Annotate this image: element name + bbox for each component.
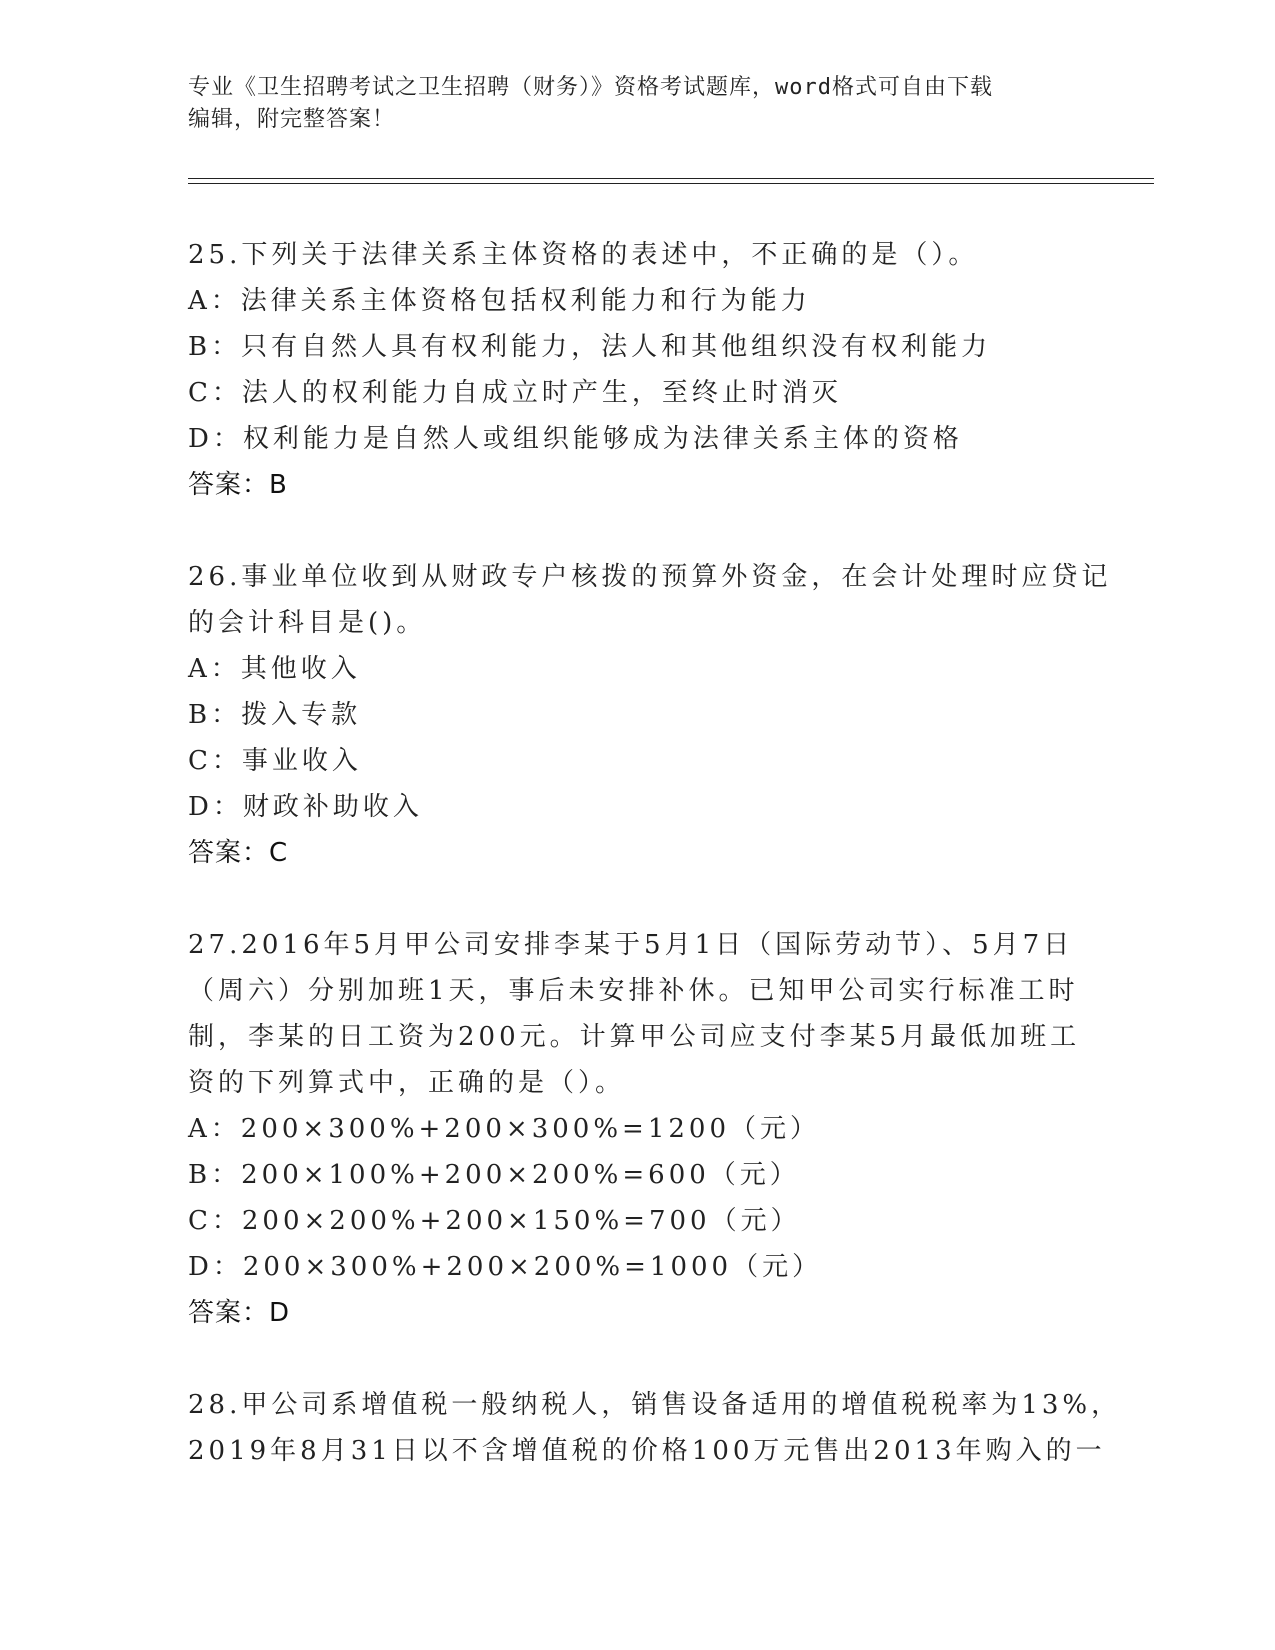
header-line-2: 编辑，附完整答案！: [188, 107, 396, 132]
option-a: A：法律关系主体资格包括权利能力和行为能力: [188, 286, 811, 316]
question-25: [188, 232, 1088, 508]
question-stem: 28.甲公司系增值税一般纳税人，销售设备适用的增值税税率为13%，: [188, 1390, 1122, 1420]
option-b: B：只有自然人具有权利能力，法人和其他组织没有权利能力: [188, 332, 992, 362]
document-header: [188, 72, 1088, 136]
question-26: [188, 554, 1112, 876]
question-stem: 制，李某的日工资为200元。计算甲公司应支付李某5月最低加班工: [188, 1022, 1081, 1052]
answer: 答案：B: [188, 470, 288, 500]
question-stem: 的会计科目是()。: [188, 608, 427, 638]
option-b: B：200×100%+200×200%=600（元）: [188, 1160, 800, 1190]
answer: 答案：D: [188, 1298, 291, 1328]
answer: 答案：C: [188, 838, 289, 868]
option-a: A：其他收入: [188, 654, 361, 684]
option-c: C：事业收入: [188, 746, 362, 776]
option-d: D：财政补助收入: [188, 792, 423, 822]
header-divider-top: [188, 178, 1154, 179]
question-stem: 2019年8月31日以不含增值税的价格100万元售出2013年购入的一: [188, 1436, 1106, 1466]
question-27: [188, 922, 1088, 1336]
question-list: [188, 232, 1122, 1520]
header-line-1: 专业《卫生招聘考试之卫生招聘（财务）》资格考试题库，word格式可自由下载: [188, 75, 993, 100]
option-d: D：权利能力是自然人或组织能够成为法律关系主体的资格: [188, 424, 963, 454]
option-c: C：200×200%+200×150%=700（元）: [188, 1206, 801, 1236]
question-28: [188, 1382, 1122, 1474]
option-d: D：200×300%+200×200%=1000（元）: [188, 1252, 823, 1282]
question-stem: 资的下列算式中，正确的是（）。: [188, 1068, 626, 1098]
option-b: B：拨入专款: [188, 700, 362, 730]
option-c: C：法人的权利能力自成立时产生，至终止时消灭: [188, 378, 842, 408]
question-stem: 27.2016年5月甲公司安排李某于5月1日（国际劳动节）、5月7日: [188, 930, 1074, 960]
header-divider-bottom: [188, 183, 1154, 184]
question-stem: 25.下列关于法律关系主体资格的表述中，不正确的是（）。: [188, 240, 979, 270]
question-stem: （周六）分别加班1天，事后未安排补休。已知甲公司实行标准工时: [188, 976, 1079, 1006]
option-a: A：200×300%+200×300%=1200（元）: [188, 1114, 820, 1144]
question-stem: 26.事业单位收到从财政专户核拨的预算外资金，在会计处理时应贷记: [188, 562, 1112, 592]
